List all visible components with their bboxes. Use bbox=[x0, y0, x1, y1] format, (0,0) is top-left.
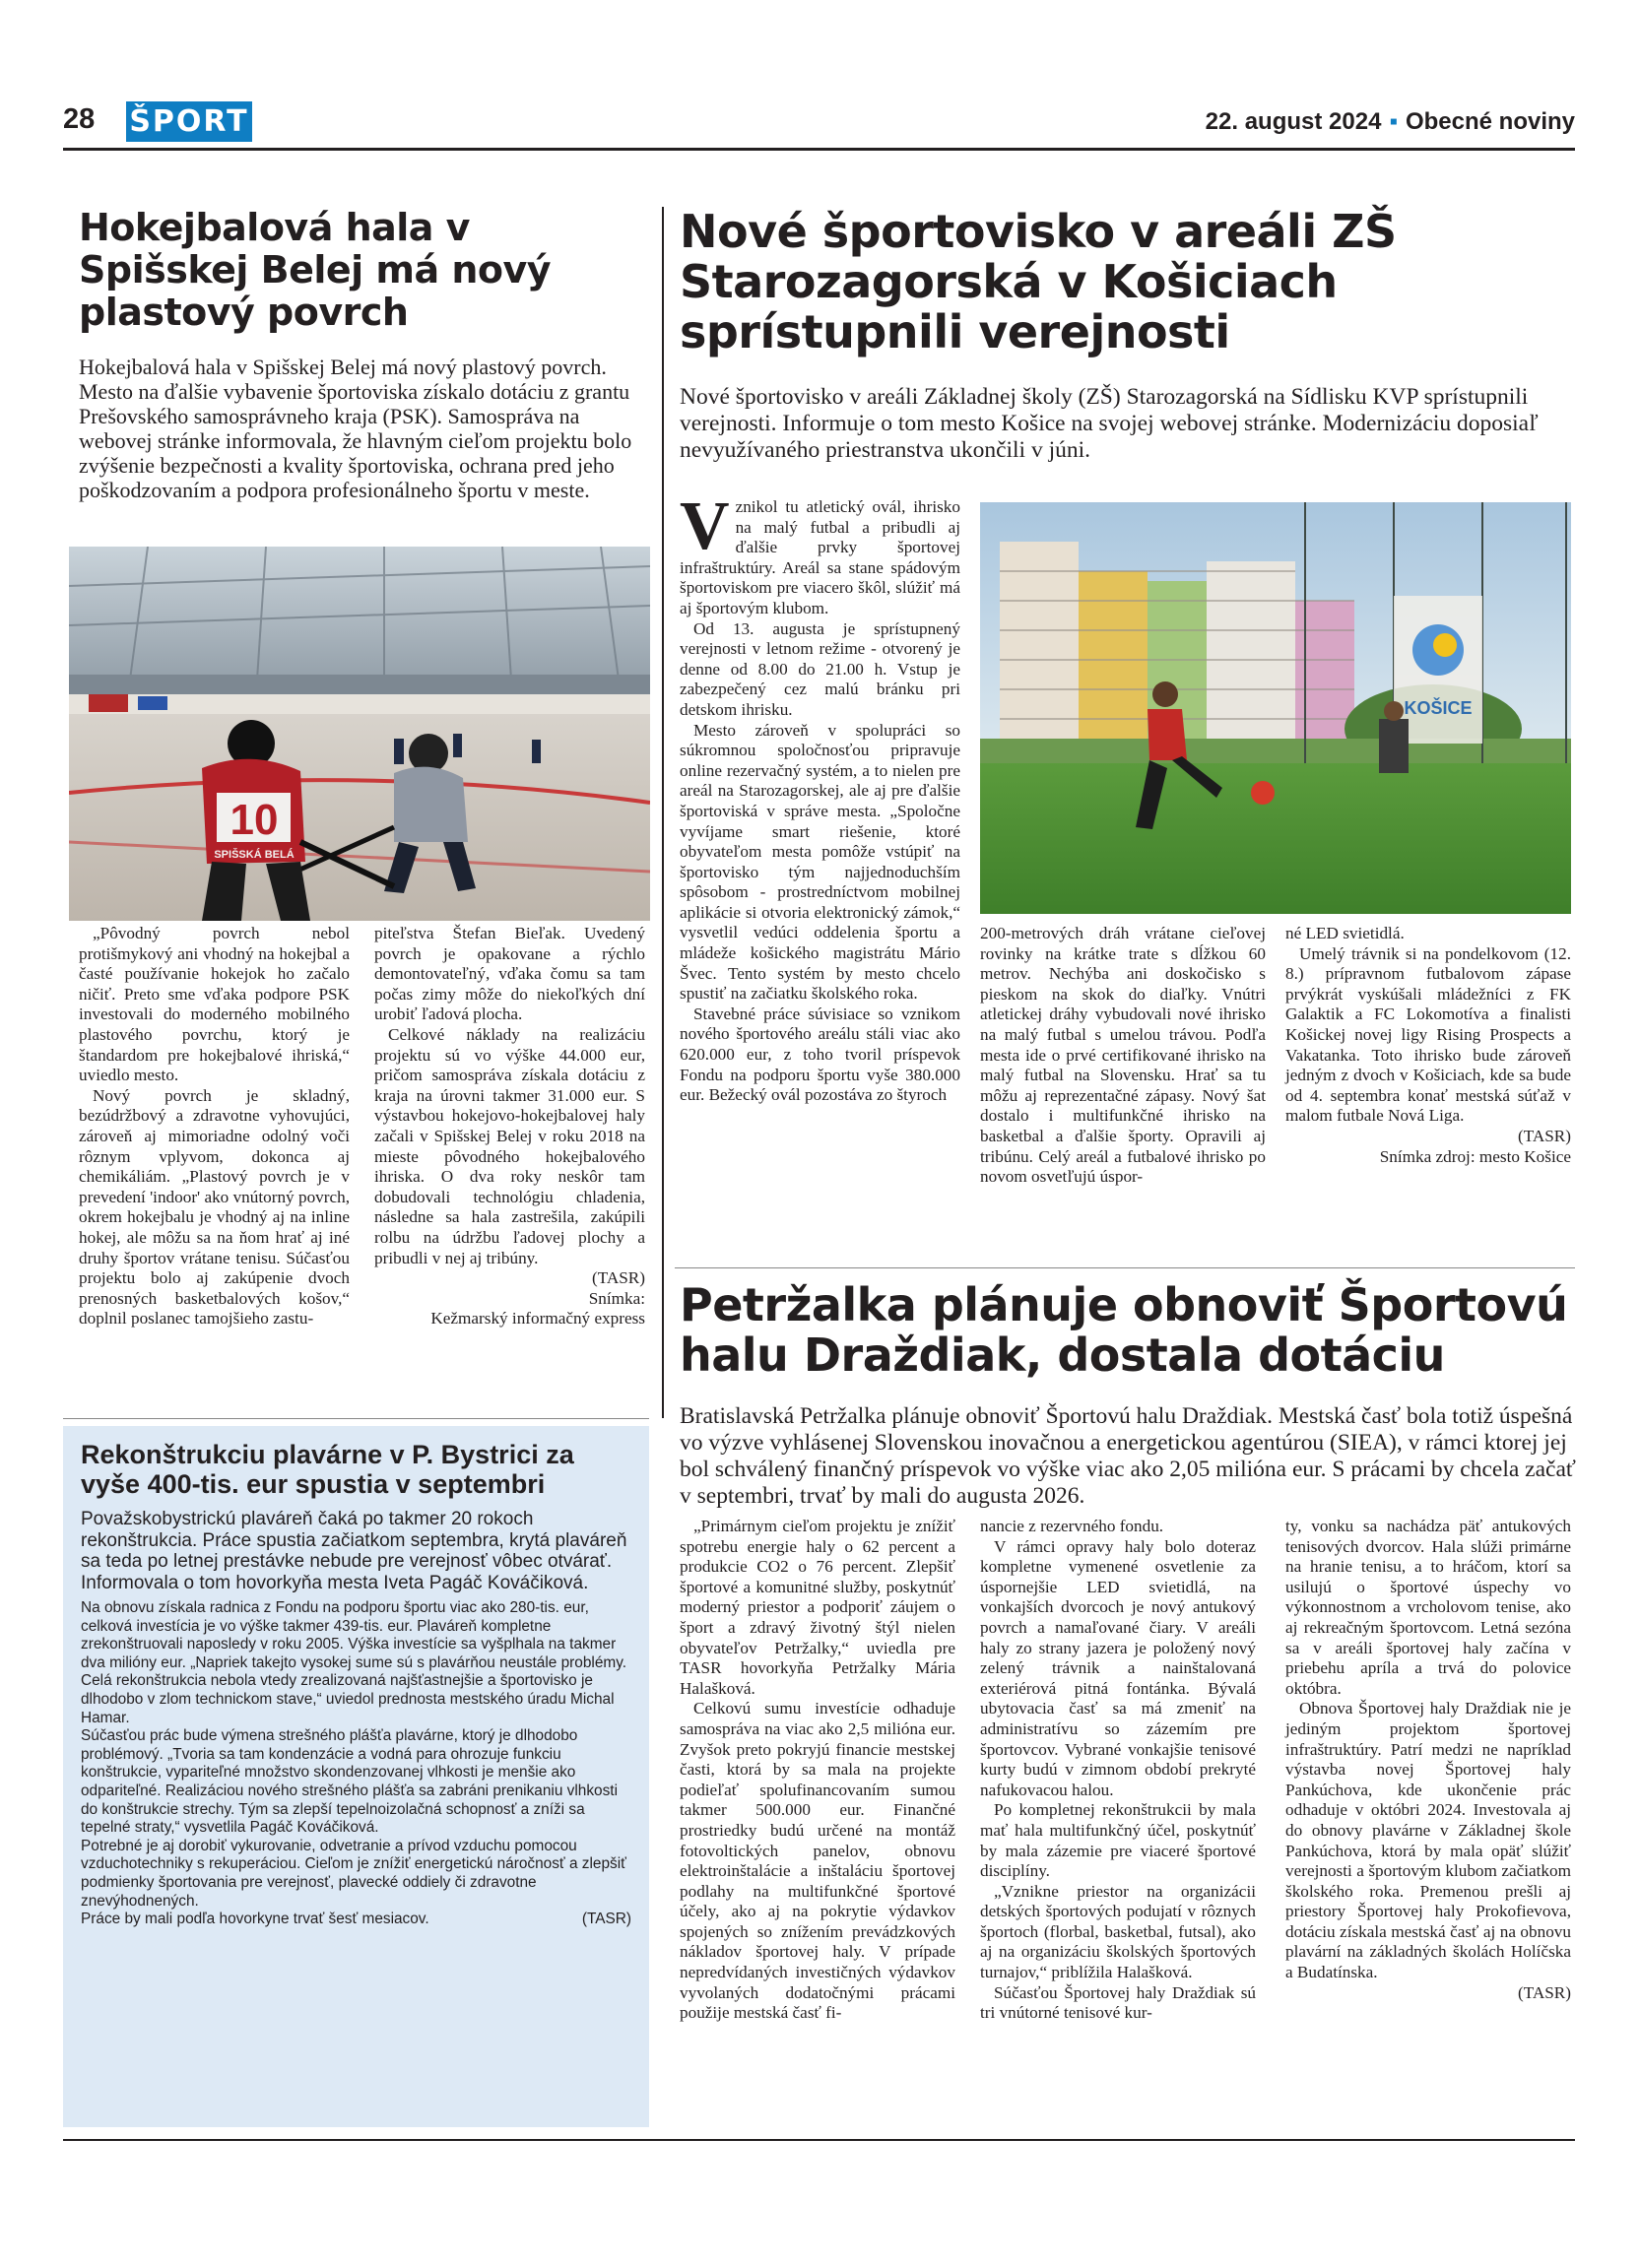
article-divider-right bbox=[675, 1267, 1575, 1268]
article4-box bbox=[63, 1426, 649, 2127]
photo-credit: Snímka zdroj: mesto Košice bbox=[1379, 1146, 1571, 1166]
photo-credit: Kežmarský informačný express bbox=[430, 1309, 645, 1328]
article1-column-1 bbox=[79, 924, 350, 1329]
jersey-number: 10 bbox=[230, 796, 279, 844]
issue-date: 22. august 2024 bbox=[1205, 108, 1382, 135]
football-pitch-image bbox=[980, 502, 1571, 914]
paragraph: 200-metrových dráh vrátane cieľovej rovinky na krátke trate s dĺžkou 60 metrov. Nechýba ani doskočisko s pieskom na skok do diaľky. Vnútri atletickej dráhy vybudovali nové ihrisko na malý futbal s umelou trávou. Podľa mesta ide o prvé certifikované ihrisko na malý futbal na Slovensku. Hrať sa tu môžu aj reprezentačné zápasy. Nový šat dostalo i multifunkčné ihrisko na basketbal a ďalšie športy. Opravili aj tribúnu. Celý areál a futbalové ihrisko po novom osvetľujú úspor- bbox=[980, 924, 1266, 1187]
paragraph: Na obnovu získala radnica z Fondu na podporu športu viac ako 280-tis. eur, celková investícia je vo výške takmer 439-tis. eur. Plaváreň kompletne zrekonštruovali naposledy v roku 2005. Výška investície sa vyšplhala na takmer dva milióny eur. „Napriek takejto vysokej sume sú s plavárňou neustále problémy. Celá rekonštrukcia nebola vtedy zrealizovaná najšťastnejšie a športovisko je dlhodobo v zlom technickom stave,“ uviedol prednosta mestského úradu Michal Hamar. bbox=[81, 1599, 627, 1726]
jersey-text: SPIŠSKÁ BELÁ bbox=[214, 849, 295, 861]
article1-photo bbox=[69, 547, 650, 921]
photo-credit-label: Snímka: bbox=[588, 1288, 645, 1308]
paragraph: Práce by mali podľa hovorkyne trvať šesť mesiacov. bbox=[81, 1911, 429, 1928]
paragraph: Vznikol tu atletický ovál, ihrisko na malý futbal a pribudli aj ďalšie prvky športovej infraštruktúry. Areál sa stane spádovým športoviskom pre viacero škôl, slúžiť má aj športovým klubom. bbox=[680, 488, 960, 617]
column-divider bbox=[662, 207, 664, 1418]
agency-credit: (TASR) bbox=[581, 1911, 631, 1928]
agency-credit: (TASR) bbox=[591, 1268, 645, 1288]
article2-column-3 bbox=[1285, 924, 1571, 1167]
paragraph: piteľstva Štefan Bieľak. Uvedený povrch je opakovane a rýchlo demontovateľný, vďaka čomu sa tam počas zimy môže do niekoľkých dní urobiť ľadová plocha. bbox=[374, 924, 645, 1024]
agency-credit: (TASR) bbox=[1517, 1126, 1571, 1145]
page-number: 28 bbox=[63, 103, 96, 135]
article3-title: Petržalka plánuje obnoviť Športovú halu Draždiak, dostala dotáciu bbox=[680, 1278, 1568, 1382]
header-rule bbox=[63, 148, 1575, 151]
drop-cap: V bbox=[680, 488, 730, 564]
article1-lead: Hokejbalová hala v Spišskej Belej má nový plastový povrch. Mesto na ďalšie vybavenie športoviska získalo dotáciu z grantu Prešovského samosprávneho kraja (PSK). Samospráva na webovej stránke informovala, že hlavným cieľom projektu bolo zvýšenie bezpečnosti a kvality športoviska, ochrana pred jeho poškodzovaním a podpora profesionálneho športu v meste. bbox=[79, 355, 632, 502]
article3-lead: Bratislavská Petržalka plánuje obnoviť Športovú halu Draždiak. Mestská časť bola totiž úspešná vo výzve vyhlásenej Slovenskou inovačnou a energetickou agentúrou (SIEA), v rámci ktorej jej bol schválený finančný príspevok vo výške viac ako 2,05 milióna eur. S prácami by chcela začať v septembri, trvať by mali do augusta 2026. bbox=[680, 1403, 1576, 1509]
article2-title: Nové športovisko v areáli ZŠ Starozagorská v Košiciach sprístupnili verejnosti bbox=[680, 205, 1397, 358]
paragraph: Umelý trávnik si na pondelkovom (12. 8.) prípravnom futbalovom zápase prvýkrát vyskúšali mládežníci z FK Galaktik a FC Lokomotíva a finalisti Košickej novej ligy Rising Prospects a Vakatanka. Toto ihrisko bude zároveň jedným z dvoch v Košiciach, kde sa bude od 4. septembra konať mestská súťaž v malom futbale Nová Liga. bbox=[1285, 943, 1571, 1126]
paragraph: Mesto zároveň v spolupráci so súkromnou spoločnosťou pripravuje online rezervačný systém, a to nielen pre areál na Starozagorskej, ale aj pre ďalšie športoviská v správe mesta. „Spoločne vyvíjame smart riešenie, ktoré obyvateľom mesta pomôže vstúpiť na športovisko tým najjednoduchším spôsobom - prostredníctvom mobilnej aplikácie si otvoria elektronický zámok,“ vysvetlil vedúci oddelenia športu a mládeže košického magistrátu Mário Švec. Tento systém by mesto chcelo spustiť na začiatku školského roka. bbox=[680, 720, 960, 1004]
article3-column-3 bbox=[1285, 1517, 1571, 2003]
paragraph: Celkové náklady na realizáciu projektu sú vo výške 44.000 eur, pričom samospráva získala dotáciu z kraja na úrovni takmer 31.000 eur. S výstavbou hokejovo-hokejbalovej haly začali v Spišskej Belej v roku 2018 na mieste pôvodného hokejbalového ihriska. O dva roky neskôr tam dobudovali technológiu chladenia, následne sa hala zastrešila, zakúpili rolbu na údržbu ľadovej plochy a pribudli v nej aj tribúny. bbox=[374, 1024, 645, 1267]
paragraph: nancie z rezervného fondu. bbox=[980, 1517, 1164, 1535]
article2-photo bbox=[980, 502, 1571, 914]
separator-dot: ▪ bbox=[1389, 108, 1398, 135]
article2-column-2 bbox=[980, 924, 1266, 1188]
paragraph: Nový povrch je skladný, bezúdržbový a zdravotne vyhovujúci, zároveň aj mimoriadne odolný voči rôznym vplyvom, dokonca aj chemikáliám. „Plastový povrch je v prevedení 'indoor' ako vnútorný povrch, okrem hokejbalu je vhodný aj na inline hokej, ale môžu sa na ňom hrať aj iné druhy športov vrátane tenisu. Súčasťou projektu bolo aj zakúpenie dvoch prenosných basketbalových košov,“ doplnil poslanec tamojšieho zastu- bbox=[79, 1085, 350, 1328]
paragraph: Od 13. augusta je sprístupnený verejnosti v letnom režime - otvorený je denne od 8.00 do 21.00 h. Vstup je zabezpečený cez malú bránku pri detskom ihrisku. bbox=[680, 618, 960, 719]
paragraph: „Primárnym cieľom projektu je znížiť spotrebu energie haly o 62 percent a produkcie CO2 o 76 percent. Zlepšiť športové a komunitné služby, poskytnúť moderný priestor a podporiť záujem o šport a zdravý životný štýl nielen obyvateľov Petržalky,“ uviedla pre TASR hovorkyňa Petržalky Mária Halašková. bbox=[680, 1517, 955, 1698]
paragraph: Stavebné práce súvisiace so vznikom nového športového areálu stáli viac ako 620.000 eur, z toho tvoril príspevok Fondu na podporu športu vyše 380.000 eur. Bežecký ovál pozostáva zo štyroch bbox=[680, 1004, 960, 1105]
article3-column-1 bbox=[680, 1517, 955, 2024]
article4-lead: Považskobystrickú plaváreň čaká po takmer 20 rokoch rekonštrukcia. Práce spustia začiatkom septembra, krytá plaváreň sa teda po letnej prestávke nebude pre verejnosť vôbec otvárať. Informovala o tom hovorkyňa mesta Iveta Pagáč Kováčiková. bbox=[81, 1509, 627, 1593]
article-divider-left bbox=[63, 1418, 649, 1419]
paragraph: Po kompletnej rekonštrukcii by mala mať hala multifunkčný účel, poskytnúť by mala zázemie pre viaceré športové disciplíny. bbox=[980, 1800, 1256, 1881]
article1-title: Hokejbalová hala v Spišskej Belej má nový plastový povrch bbox=[79, 206, 552, 334]
paragraph: „Pôvodný povrch nebol protišmykový ani vhodný na hokejbal a časté používanie hokejok ho začalo ničiť. Preto sme vďaka podpore PSK investovali do moderného mobilného plastového povrchu, ktorý je štandardom pre hokejbalové ihriská,“ uviedlo mesto. bbox=[79, 924, 350, 1085]
paragraph: Súčasťou prác bude výmena strešného plášťa plavárne, ktorý je dlhodobo problémový. „Tvoria sa tam kondenzácie a vodná para ohrozuje funkciu konštrukcie, vypariteľné množstvo skondenzovanej vlhkosti je menšie ako odpariteľné. Realizáciou nového strešného plášťa sa zabráni prenikaniu vlhkosti do konštrukcie strechy. Tým sa zlepší tepelnoizolačná schopnosť a zníži sa tepelné straty,“ vysvetlila Pagáč Kováčiková. bbox=[81, 1727, 618, 1837]
paragraph: ty, vonku sa nachádza päť antukových tenisových dvorcov. Hala slúži primárne na hranie tenisu, a to hráčom, ktorí sa usilujú o športové úspechy vo výkonnostnom a vrcholovom tenise, ako aj rekreačným športovcom. Letná sezóna sa v areáli športovej haly začína v priebehu apríla a trvá do polovice októbra. bbox=[1285, 1517, 1571, 1698]
paragraph: Celkovú sumu investície odhaduje samospráva na viac ako 2,5 milióna eur. Zvyšok preto pokryjú financie mestskej časti, ktorá by sa mala na projekte podieľať spolufinancovaním sumou takmer 500.000 eur. Finančné prostriedky budú určené na montáž fotovoltických panelov, obnovu elektroinštalácie a inštaláciu športovej podlahy na multifunkčné športové účely, ako aj na pokrytie výdavkov spojených so znížením prevádzkových nákladov športovej haly. V prípade nepredvídaných investičných výdavkov vyvolaných dodatočnými prácami použije mestská časť fi- bbox=[680, 1699, 955, 2023]
paragraph: Potrebné je aj dorobiť vykurovanie, odvetranie a prívod vzduchu pomocou vzduchotechniky s rekuperáciou. Cieľom je znížiť energetickú náročnosť a zlepšiť podmienky športovania pre verejnosť, plavecké oddiely či zdravotne znevýhodnených. bbox=[81, 1837, 626, 1910]
agency-credit: (TASR) bbox=[1517, 1982, 1571, 2002]
paragraph: Obnova Športovej haly Draždiak nie je jediným projektom športovej infraštruktúry. Patrí medzi ne napríklad výstavba novej Športovej haly Pankúchova, kde ukončenie prác odhaduje v októbri 2024. Investovala aj do obnovy plavárne v Základnej škole Pankúchova, ktorá by mala opäť slúžiť verejnosti a športovým klubom začiatkom školského roka. Premenou prešli aj priestory Športovej haly Prokofievova, dotáciu získala mestská časť aj na obnovu plavární na základných školách Holíčska a Budatínska. bbox=[1285, 1699, 1571, 1982]
hockeyball-hall-image bbox=[69, 547, 650, 921]
article3-column-2 bbox=[980, 1517, 1256, 2024]
article4-tail bbox=[81, 1911, 631, 1929]
paragraph: Súčasťou Športovej haly Draždiak sú tri vnútorné tenisové kur- bbox=[980, 1982, 1256, 2023]
article4-body bbox=[81, 1599, 631, 1929]
article1-column-2 bbox=[374, 924, 645, 1329]
paragraph: „Vznikne priestor na organizácii detských športových podujatí v rôznych športoch (florbal, basketbal, futsal), ako aj na organizáciu školských športových turnajov,“ priblížila Halašková. bbox=[980, 1881, 1256, 1982]
article2-column-1 bbox=[680, 488, 960, 1106]
dateline bbox=[1206, 108, 1575, 136]
paragraph: né LED svietidlá. bbox=[1285, 924, 1405, 942]
footer-rule bbox=[63, 2139, 1575, 2141]
section-label: ŠPORT bbox=[126, 101, 252, 142]
publication-name: Obecné noviny bbox=[1405, 108, 1575, 135]
sign-text: KOŠICE bbox=[1404, 698, 1473, 718]
article4-title: Rekonštrukciu plavárne v P. Bystrici za vyše 400-tis. eur spustia v septembri bbox=[81, 1440, 574, 1499]
paragraph: V rámci opravy haly bolo doteraz kompletne vymenené osvetlenie za úspornejšie LED svietidlá, na vonkajších dvorcoch je nový antukový povrch a namaľované čiary. V areáli haly zo strany jazera je položený nový zelený trávnik a nainštalovaná exteriérová pitná fontánka. Bývalá ubytovacia časť sa má zmeniť na administratívu so zázemím pre športovcov. Vybrané vonkajšie tenisové kurty budú v zimnom období prekryté nafukovacou halou. bbox=[980, 1536, 1256, 1799]
article2-lead: Nové športovisko v areáli Základnej školy (ZŠ) Starozagorská na Sídlisku KVP sprístupnili verejnosti. Informuje o tom mesto Košice na svojej webovej stránke. Modernizáciu doposiaľ nevyužívaného priestranstva ukončili v júni. bbox=[680, 384, 1539, 463]
